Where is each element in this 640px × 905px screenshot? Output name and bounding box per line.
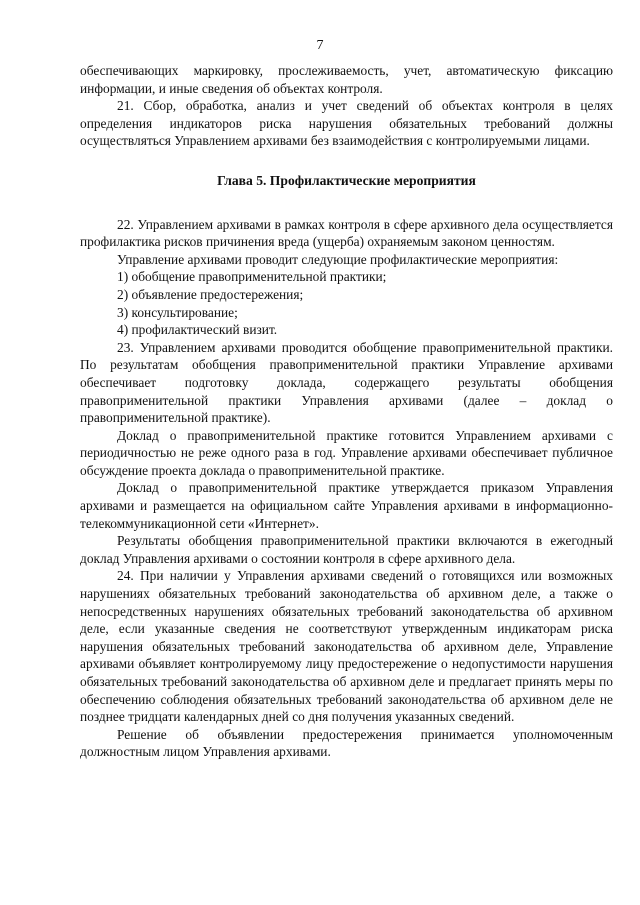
chapter-heading: Глава 5. Профилактические мероприятия: [217, 172, 476, 188]
document-body: [80, 62, 613, 761]
list-item: 1) обобщение правоприменительной практики;: [117, 269, 387, 285]
paragraph-22-measures-intro: Управление архивами проводит следующие профилактические мероприятия:: [117, 251, 559, 267]
list-item: 3) консультирование;: [117, 304, 238, 320]
paragraph-24-decision: Решение об объявлении предостережения принимается уполномоченным должностным лицом Управления архивами.: [80, 726, 613, 760]
list-item: 2) объявление предостережения;: [117, 286, 304, 302]
paragraph-23-report-frequency: Доклад о правоприменительной практике готовится Управлением архивами с периодичностью не реже одного раза в год. Управление архивами обеспечивает публичное обсуждение проекта доклада о правоприменительной практике.: [80, 427, 613, 478]
paragraph-22: 22. Управлением архивами в рамках контроля в сфере архивного дела осуществляется профилактика рисков причинения вреда (ущерба) охраняемым законом ценностям.: [80, 216, 613, 250]
paragraph-21: 21. Сбор, обработка, анализ и учет сведений об объектах контроля в целях определения индикаторов риска нарушения обязательных требований должны осуществляться Управлением архивами без взаимодействия с контролируемыми лицами.: [80, 98, 613, 149]
paragraph-24: 24. При наличии у Управления архивами сведений о готовящихся или возможных нарушениях обязательных требований законодательства об архивном деле, а также о непосредственных нарушениях обязательных требований законодательства об архивном деле, если указанные сведения не соответствуют утвержденным индикаторам риска нарушения обязательных требований законодательства об архивном деле, Управление архивами объявляет контролируемому лицу предостережение о недопустимости нарушения обязательных требований законодательства об архивном деле и предлагает принять меры по обеспечению соблюдения обязательных требований законодательства об архивном деле не позднее тридцати календарных дней со дня получения указанных сведений.: [80, 568, 613, 725]
page-number: 7: [316, 38, 324, 53]
paragraph-continuation: обеспечивающих маркировку, прослеживаемость, учет, автоматическую фиксацию информации, и иные сведения об объектах контроля.: [80, 63, 613, 96]
list-item: 4) профилактический визит.: [117, 322, 278, 338]
paragraph-23: 23. Управлением архивами проводится обобщение правоприменительной практики. По результатам обобщения правоприменительной практики Управление архивами обеспечивает подготовку доклада, содержащего результаты обобщения правоприменительной практики Управления архивами (далее – доклад о правоприменительной практике).: [80, 339, 613, 426]
paragraph-23-report-results: Результаты обобщения правоприменительной практики включаются в ежегодный доклад Управления архивами о состоянии контроля в сфере архивного дела.: [80, 533, 613, 566]
paragraph-23-report-approval: Доклад о правоприменительной практике утверждается приказом Управления архивами и размещается на официальном сайте Управления архивами в информационно-телекоммуникационной сети «Интернет».: [80, 480, 613, 531]
